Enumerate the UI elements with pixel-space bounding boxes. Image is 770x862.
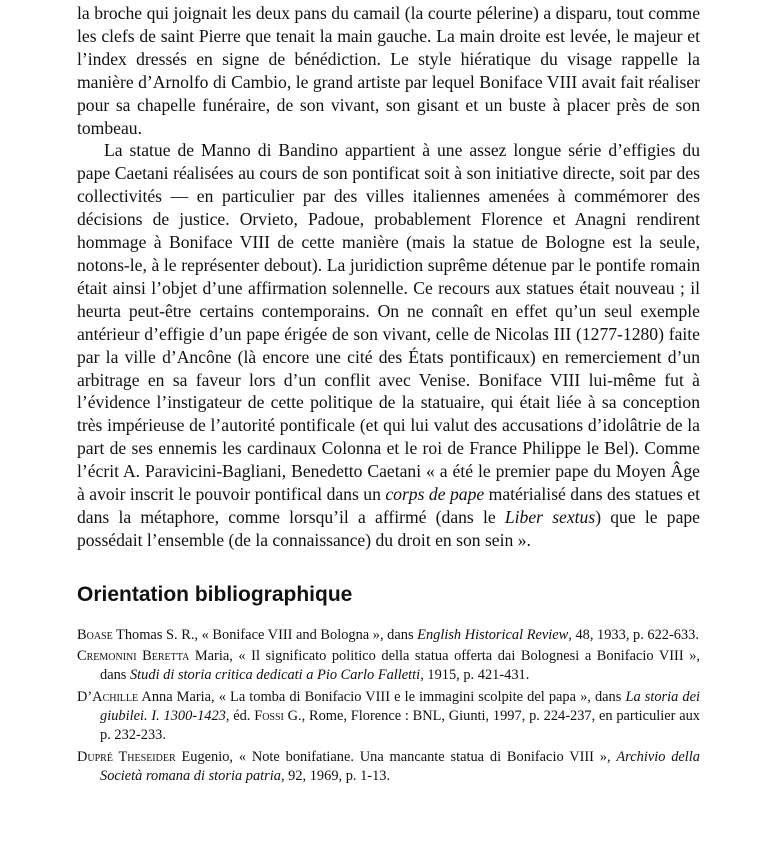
entry-text: Anna Maria, « La tomba di Bonifacio VIII e le immagini scolpite del papa », dans <box>138 688 626 705</box>
entry-text: , 1915, p. 421-431. <box>420 667 530 684</box>
editor-name: Fossi <box>254 707 284 724</box>
publication-title: La storia dei giubilei. I. 1300-1423 <box>100 688 700 724</box>
page <box>77 2 700 788</box>
publication-title: Archivio della Società romana di storia patria <box>100 748 700 784</box>
bibliography-entry <box>77 647 700 686</box>
paragraph-statues <box>77 139 700 551</box>
paragraph-text: ) que le pape possédait l’ensemble (de la connaissance) du droit en son sein ». <box>77 506 700 550</box>
entry-text: Thomas S. R., « Boniface VIII and Bologna », dans <box>112 626 418 643</box>
italic-title: Liber sextus <box>504 506 596 527</box>
entry-text: Maria, « Il significato politico della statua offerta dai Bolognesi a Bonifacio VIII », dans <box>100 648 700 684</box>
bibliography-entry <box>77 748 700 787</box>
italic-phrase: corps de pape <box>385 484 485 505</box>
author-name: Boase <box>77 626 113 643</box>
paragraph-text: matérialisé dans des statues et dans la métaphore, comme lorsqu’il a affirmé (dans le <box>77 484 700 527</box>
author-name: Dupré Theseider <box>77 748 176 765</box>
section-heading: Orientation bibliographique <box>77 582 353 606</box>
paragraph-text: la broche qui joignait les deux pans du camail (la courte pélerine) a disparu, tout comme les clefs de saint Pierre que tenait la main gauche. La main droite est levée, le majeur et l’index dressés en signe de bénédiction. Le style hiératique du visage rappelle la manière d’Arnolfo di Cambio, le grand artiste par lequel Boniface VIII avait fait réaliser pour sa chapelle funéraire, de son vivant, son gisant et un buste à placer près de son tombeau. <box>77 3 700 138</box>
publication-title: English Historical Review <box>417 626 569 643</box>
paragraph-continued <box>77 2 700 139</box>
entry-text: , 48, 1933, p. 622-633. <box>568 626 699 643</box>
publication-title: Studi di storia critica dedicati a Pio Carlo Falletti <box>129 667 421 684</box>
bibliography-entry <box>77 688 700 746</box>
bibliography-entry <box>77 626 700 645</box>
entry-text: Eugenio, « Note bonifatiane. Una mancante statua di Bonifacio VIII », <box>175 748 617 765</box>
entry-text: G., Rome, Florence : BNL, Giunti, 1997, p. 224-237, en particulier aux p. 232-233. <box>100 707 700 744</box>
paragraph-text: La statue de Manno di Bandino appartient à une assez longue série d’effigies du pape Caetani réalisées au cours de son pontificat soit à son initiative directe, soit par des collectivités — en particulier par des villes italiennes amenées à commémorer des décisions de justice. Orvieto, Padoue, probablement Florence et Anagni rendirent hommage à Boniface VIII de cette manière (mais la statue de Bologne est la seule, notons-le, à le représenter debout). La juridiction suprême détenue par le pontife romain était ainsi l’objet d’une affirmation solennelle. Ce recours aux statues était nouveau ; il heurta peut-être certains contemporains. On ne connaît en effet qu’un seul exemple antérieur d’effigie d’un pape érigée de son vivant, celle de Nicolas III (1277-1280) faite par la ville d’Ancône (là encore une cité des États pontificaux) en remerciement d’un arbitrage en sa faveur lors d’un conflit avec Venise. Boniface VIII lui-même fut à l’évidence l’instigateur de cette politique de la statuaire, qui était liée à sa conception très impérieuse de l’autorité pontificale (et qui lui valut des accusations d’idolâtrie de la part de ses ennemis les cardinaux Colonna et le roi de France Philippe le Bel). Comme l’écrit A. Paravicini-Bagliani, Benedetto Caetani « a été le premier pape du Moyen Âge à avoir inscrit le pouvoir pontifical dans un <box>77 140 700 505</box>
author-name: Cremonini Beretta <box>77 648 190 665</box>
entry-text: , éd. <box>225 707 255 724</box>
bibliography-list <box>77 626 700 786</box>
entry-text: , 92, 1969, p. 1-13. <box>280 767 391 784</box>
author-name: D’Achille <box>77 688 139 705</box>
